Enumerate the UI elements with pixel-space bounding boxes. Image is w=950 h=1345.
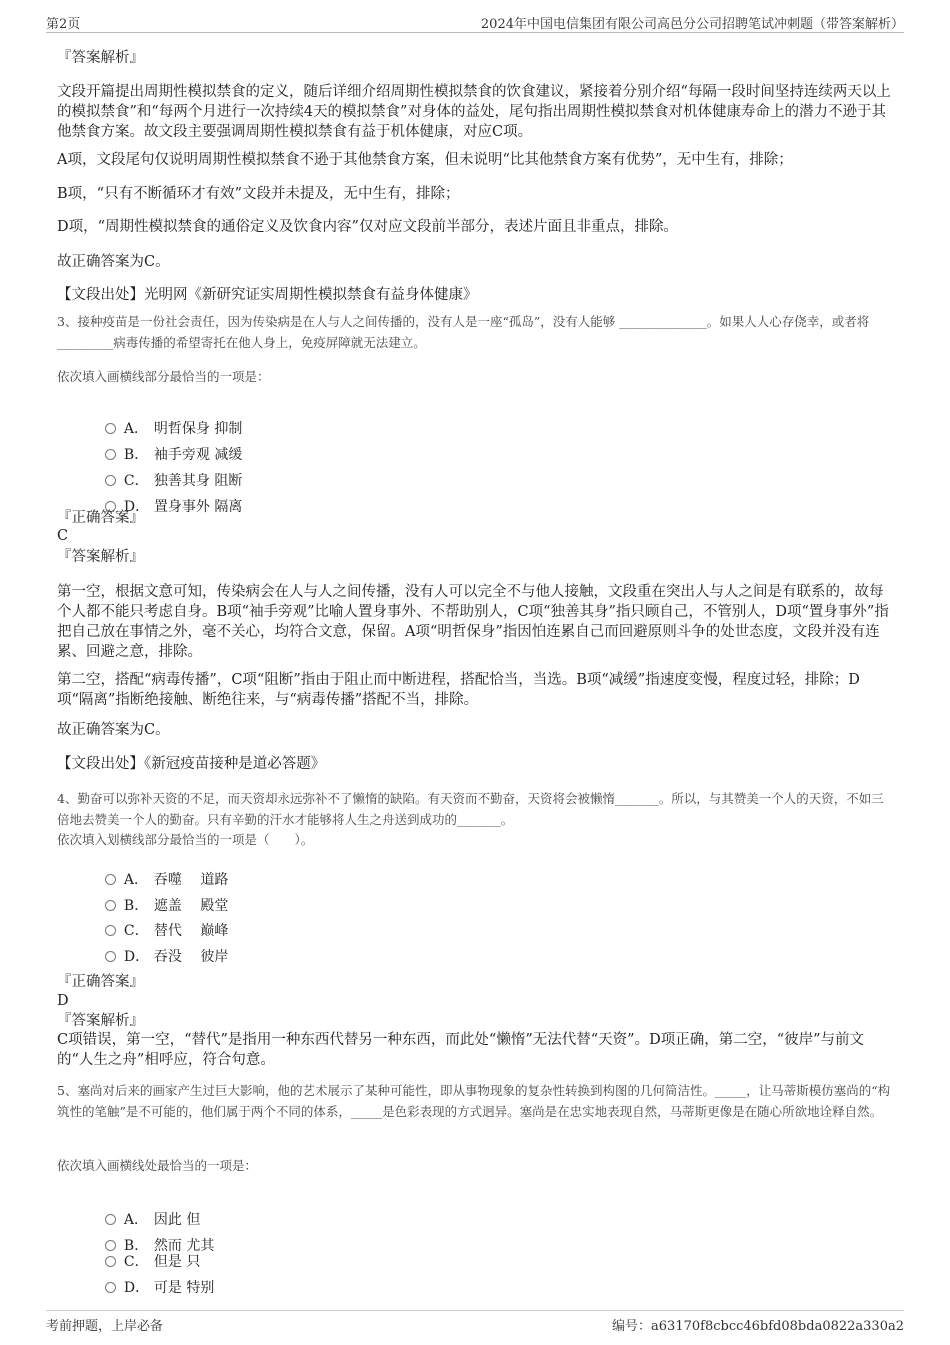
q5-option-d[interactable]: D． 可是 特别 (96, 1261, 214, 1297)
page-number: 第2页 (46, 17, 81, 32)
q2-conclusion: 故正确答案为C。 (57, 254, 170, 270)
radio-button[interactable] (105, 1282, 116, 1293)
q4-option-b[interactable]: B． 遮盖 殿堂 (96, 879, 228, 915)
page-footer (46, 1310, 904, 1335)
q2-analysis-label: 『答案解析』 (57, 50, 144, 66)
q4-option-c[interactable]: C． 替代 巅峰 (96, 904, 228, 940)
q4-stem: 4、勤奋可以弥补天资的不足，而天资却永远弥补不了懒惰的缺陷。有天资而不勤奋，天资将会被懒惰_______。所以，与其赞美一个人的天资，不如三倍地去赞美一个人的勤奋。只有辛勤的汗水才能够将人生之舟送到成功的_______。 (57, 791, 884, 827)
q3-analysis-second-blank: 第二空，搭配“病毒传播”，C项“阻断”指由于阻止而中断进程，搭配恰当，当选。B项“减缓”指速度变慢，程度过轻，排除；D项“隔离”指断绝接触、断绝往来，与“病毒传播”搭配不当，排除。 (57, 672, 860, 708)
q3-answer-label: 『正确答案』 (57, 510, 144, 526)
q3-option-d[interactable]: D． 置身事外 隔离 (96, 480, 242, 516)
q2-source: 【文段出处】光明网《新研究证实周期性模拟禁食有益身体健康》 (57, 287, 478, 303)
page-header (46, 10, 904, 33)
radio-button[interactable] (105, 951, 116, 962)
q2-analysis-paragraph: 文段开篇提出周期性模拟禁食的定义，随后详细介绍周期性模拟禁食的饮食建议，紧接着分别介绍“每隔一段时间坚持连续两天以上的模拟禁食”和“每两个月进行一次持续4天的模拟禁食”对身体的益处，尾句指出周期性模拟禁食对机体健康寿命上的潜力不逊于其他禁食方案。故文段主要强调周期性模拟禁食有益于机体健康，对应C项。 (57, 84, 891, 140)
footer-slogan: 考前押题，上岸必备 (46, 1319, 164, 1334)
q4-answer: D (57, 993, 69, 1009)
q4-analysis: C项错误，第一空，“替代”是指用一种东西代替另一种东西，而此处“懒惰”无法代替“天资”。D项正确，第二空，“彼岸”与前文的“人生之舟”相呼应，符合句意。 (57, 1032, 865, 1068)
q3-answer: C (57, 528, 69, 544)
q4-prompt: 依次填入划横线部分最恰当的一项是（ ）。 (57, 832, 314, 847)
q3-conclusion: 故正确答案为C。 (57, 722, 170, 738)
q3-stem: 3、接种疫苗是一份社会责任，因为传染病是在人与人之间传播的，没有人是一座“孤岛”，没有人能够 ______________。如果人人心存侥幸，或者将 _________病毒传播的希望寄托在他人身上，免疫屏障就无法建立。 (57, 314, 870, 350)
q4-analysis-label: 『答案解析』 (57, 1013, 144, 1029)
q5-option-b[interactable]: B． 然而 尤其 (96, 1219, 214, 1255)
document-title: 2024年中国电信集团有限公司高邑分公司招聘笔试冲刺题（带答案解析） (480, 17, 904, 32)
q5-option-a[interactable]: A． 因此 但 (96, 1193, 200, 1229)
q2-option-a-analysis: A项，文段尾句仅说明周期性模拟禁食不逊于其他禁食方案，但未说明“比其他禁食方案有优势”，无中生有，排除； (57, 152, 793, 168)
q3-prompt: 依次填入画横线部分最恰当的一项是： (57, 369, 270, 384)
q3-analysis-first-blank: 第一空，根据文意可知，传染病会在人与人之间传播，没有人可以完全不与他人接触，文段重在突出人与人之间是有联系的，故每个人都不能只考虑自身。B项“袖手旁观”比喻人置身事外、不帮助别人，C项“独善其身”指只顾自己，不管别人，D项“置身事外”指把自己放在事情之外，毫不关心，均符合文意，保留。A项“明哲保身”指因怕连累自己而回避原则斗争的处世态度，文段并没有连累、回避之意，排除。 (57, 584, 889, 660)
q3-option-c[interactable]: C． 独善其身 阻断 (96, 454, 242, 490)
q2-option-d-analysis: D项，“周期性模拟禁食的通俗定义及饮食内容”仅对应文段前半部分，表述片面且非重点，排除。 (57, 219, 678, 235)
q5-option-c[interactable]: C． 但是 只 (96, 1235, 200, 1271)
q5-prompt: 依次填入画横线处最恰当的一项是： (57, 1158, 258, 1173)
q3-analysis-label: 『答案解析』 (57, 549, 144, 565)
q5-stem: 5、塞尚对后来的画家产生过巨大影响，他的艺术展示了某种可能性，即从事物现象的复杂性转换到构图的几何简洁性。_____，让马蒂斯模仿塞尚的“构筑性的笔触”是不可能的，他们属于两个不同的体系，_____是色彩表现的方式迥异。塞尚是在忠实地表现自然，马蒂斯更像是在随心所欲地诠释自然。 (57, 1083, 891, 1119)
document-id: 编号：a63170f8cbcc46bfd08bda0822a330a2 (612, 1319, 904, 1334)
q4-option-d[interactable]: D． 吞没 彼岸 (96, 930, 228, 966)
q3-option-a[interactable]: A． 明哲保身 抑制 (96, 402, 242, 438)
q2-option-b-analysis: B项，“只有不断循环才有效”文段并未提及，无中生有，排除； (57, 186, 460, 202)
q3-option-b[interactable]: B． 袖手旁观 减缓 (96, 428, 242, 464)
q3-source: 【文段出处】《新冠疫苗接种是道必答题》 (57, 756, 326, 772)
q4-option-a[interactable]: A． 吞噬 道路 (96, 853, 228, 889)
q4-answer-label: 『正确答案』 (57, 974, 144, 990)
